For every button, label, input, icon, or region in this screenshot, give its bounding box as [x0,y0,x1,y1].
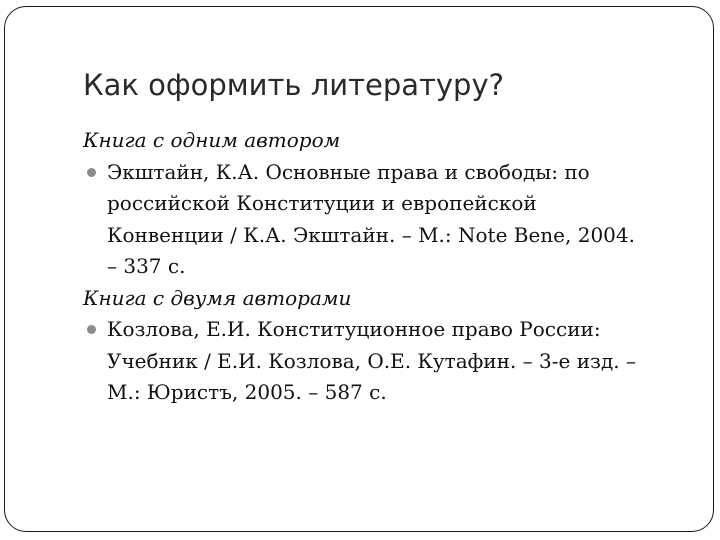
bibliography-entry-two-authors [83,314,695,409]
entry-line: Конвенции / К.А. Экштайн. – М.: Note Bene, 2004. [107,222,635,247]
entry-line: российской Конституции и европейской [107,191,537,215]
bibliography-entry-single-author [83,157,695,283]
entry-line: Учебник / Е.И. Козлова, О.Е. Кутафин. – 3-е изд. – [107,348,636,373]
section-heading-two-authors: Книга с двумя авторами [83,285,352,310]
entry-line: М.: Юристъ, 2005. – 587 с. [107,380,387,404]
section-heading-single-author: Книга с одним автором [83,128,341,152]
bullet-icon [87,168,96,177]
slide [4,6,714,532]
slide-title: Как оформить литературу? [83,68,505,102]
bullet-icon [87,325,96,334]
entry-line: Козлова, Е.И. Конституционное право России: [107,317,601,341]
slide-content [83,125,695,409]
entry-line: – 337 с. [107,254,186,278]
entry-line: Экштайн, К.А. Основные права и свободы: по [107,159,590,184]
